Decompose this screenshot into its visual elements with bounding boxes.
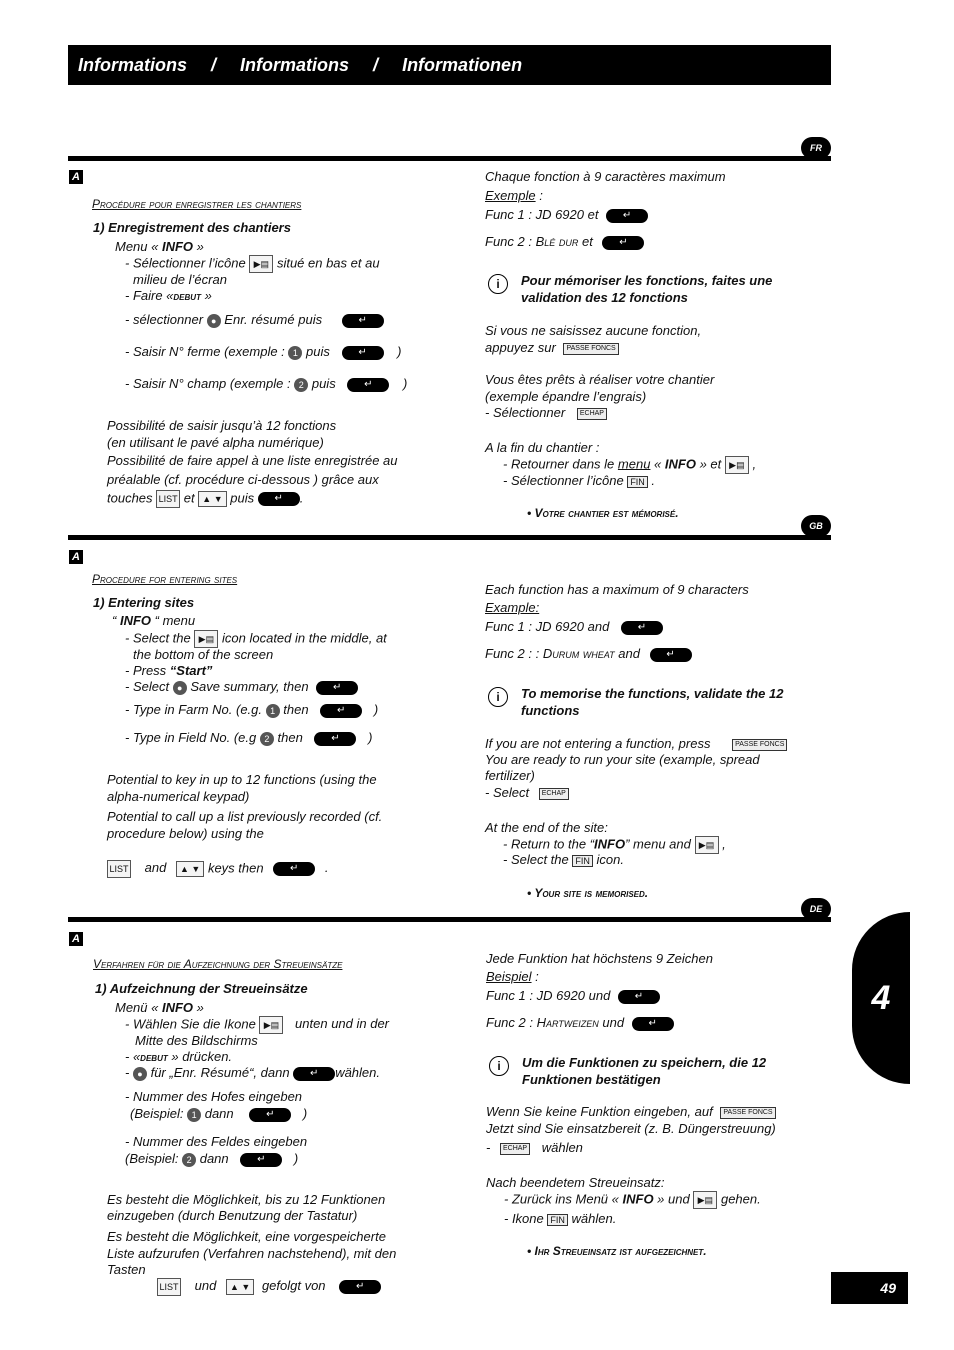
section-divider [68,156,831,161]
de-para-1: Es besteht die Möglichkeit, bis zu 12 Funktionen [107,1192,386,1207]
de-done: • Ihr Streueinsatz ist aufgezeichnet. [527,1244,707,1258]
fr-line-4: - sélectionner ● Enr. résumé puis ↵ [125,312,384,328]
header-title-gb: Informations [240,54,350,75]
menu-icon: ▶▤ [194,630,218,648]
fr-para-4: préalable (cf. procédure ci-dessous ) grâce aux [107,472,379,487]
gb-note-text: To memorise the functions, validate the 12 functions [521,686,784,718]
echap-key-icon: ECHAP [539,788,569,800]
enter-key-icon: ↵ [339,1280,381,1294]
enter-key-icon: ↵ [650,648,692,662]
de-para-3: Es besteht die Möglichkeit, eine vorgespeicherte [107,1229,386,1244]
menu-icon: ▶▤ [249,255,273,273]
de-note-text: Um die Funktionen zu speichern, die 12 Funktionen bestätigen [522,1055,767,1087]
fr-right-6: appuyez sur PASSE FONCS [485,340,619,356]
enter-key-icon: ↵ [618,990,660,1004]
list-key-icon: LIST [157,1278,181,1296]
enter-key-icon: ↵ [602,236,644,250]
de-para-2: einzugeben (durch Benutzung der Tastatur) [107,1208,358,1223]
gb-right-9: At the end of the site: [485,820,608,835]
de-line-8: (Beispiel: 2 dann ↵ ) [125,1151,299,1166]
lang-badge-fr: FR [801,137,831,159]
gb-para-3: Potential to call up a list previously recorded (cf. [107,809,383,824]
fr-para-2: (en utilisant le pavé alpha numérique) [107,435,324,450]
enter-key-icon: ↵ [347,378,389,392]
fr-heading: Procédure pour enregistrer les chantiers [92,197,302,211]
de-right-10: - Ikone FIN wählen. [504,1211,617,1226]
passe-fonct-key-icon: PASSE FONCS [563,343,618,355]
list-key-icon: LIST [156,490,180,508]
enter-key-icon: ↵ [293,1067,335,1081]
fr-line-1: - Sélectionner l’icône ▶▤ situé en bas et au [125,255,380,273]
summary-icon: ● [173,681,187,695]
gb-line-1: - Select the ▶▤ icon located in the middle, at [125,630,387,648]
up-down-keys-icon: ▲ ▼ [176,861,204,877]
fr-right-5: Si vous ne saisissez aucune fonction, [485,323,702,338]
fr-right-10: A la fin du chantier : [485,440,600,455]
de-example-label: Beispiel : [486,969,539,984]
de-right-1: Jede Funktion hat höchstens 9 Zeichen [486,951,713,966]
fin-key-icon: FIN [627,476,648,488]
enter-key-icon: ↵ [342,314,384,328]
gb-line-2: the bottom of the screen [133,647,274,662]
section-label: A [69,932,83,946]
info-icon: i [489,1056,509,1076]
menu-icon: ▶▤ [693,1191,717,1209]
enter-key-icon: ↵ [320,704,362,718]
menu-icon: ▶▤ [725,456,749,474]
fr-line-5: - Saisir N° ferme (exemple : 1 puis ↵ ) [125,344,402,359]
enter-key-icon: ↵ [240,1153,282,1167]
gb-done: • Your site is memorised. [527,886,649,900]
de-right-9: - Zurück ins Menü « INFO » und ▶▤ gehen. [504,1191,761,1209]
lang-badge-gb: GB [801,515,831,537]
fr-example-label: Exemple : [485,188,543,203]
de-line-1: - Wählen Sie die Ikone ▶▤ unten und in der [125,1016,389,1034]
fr-note-text: Pour mémoriser les fonctions, faites une validation des 12 fonctions [521,273,773,305]
de-para-6: LIST und ▲ ▼ gefolgt von ↵ [157,1278,381,1296]
lang-badge-de: DE [801,898,831,920]
fr-para-3: Possibilité de faire appel à une liste enregistrée au [107,453,398,468]
de-line-6: (Beispiel: 1 dann ↵ ) [130,1106,308,1121]
digit-1-icon: 1 [187,1108,201,1122]
fr-right-12: - Sélectionner l’icône FIN . [503,473,656,488]
section-label: A [69,550,83,564]
enter-key-icon: ↵ [258,492,300,506]
up-down-keys-icon: ▲ ▼ [226,1279,254,1295]
gb-example-label: Example: [485,600,540,615]
page-header [68,45,831,85]
gb-heading: Procedure for entering sites [92,572,238,586]
fr-line-2: milieu de l’écran [133,272,227,287]
enter-key-icon: ↵ [621,621,663,635]
de-line-7: - Nummer des Feldes eingeben [125,1134,308,1149]
gb-line-4: - Select ● Save summary, then ↵ [125,679,358,695]
gb-right-8: - Select ECHAP [485,785,569,801]
header-separator: / [211,54,217,75]
up-down-keys-icon: ▲ ▼ [198,491,226,507]
summary-icon: ● [133,1067,147,1081]
de-para-5: Tasten [107,1262,146,1277]
list-key-icon: LIST [107,860,131,878]
enter-key-icon: ↵ [342,346,384,360]
de-right-6: Jetzt sind Sie einsatzbereit (z. B. Düngerstreuung) [486,1121,776,1136]
digit-1-icon: 1 [266,704,280,718]
fr-func-2: Func 2 : Blé dur et ↵ [485,234,644,250]
de-menu-line: Menü « INFO » [115,1000,204,1015]
gb-para-5: LIST and ▲ ▼ keys then ↵ . [107,860,328,878]
digit-1-icon: 1 [288,346,302,360]
de-right-8: Nach beendetem Streueinsatz: [486,1175,665,1190]
gb-line-3: - Press “Start” [125,663,213,678]
gb-para-2: alpha-numerical keypad) [107,789,250,804]
fr-right-1: Chaque fonction à 9 caractères maximum [485,169,726,184]
gb-right-11: - Select the FIN icon. [503,852,624,867]
header-title-fr: Informations [78,54,188,75]
fr-done: • Votre chantier est mémorisé. [527,506,679,520]
header-separator: / [373,54,379,75]
section-label: A [69,170,83,184]
gb-right-7: fertilizer) [485,768,535,783]
de-step-title: 1) Aufzeichnung der Streueinsätze [95,981,308,996]
fr-step-title: 1) Enregistrement des chantiers [93,220,291,235]
summary-icon: ● [207,314,221,328]
gb-line-5: - Type in Farm No. (e.g. 1 then ↵ ) [125,702,379,717]
fr-menu-line: Menu « INFO » [115,239,204,254]
echap-key-icon: ECHAP [500,1143,530,1155]
header-title-de: Informationen [402,54,523,75]
de-line-3: - «debut » drücken. [125,1049,233,1064]
gb-menu-line: “ INFO “ menu [112,613,196,628]
info-icon: i [488,274,508,294]
passe-fonct-key-icon: PASSE FONCS [720,1107,775,1119]
enter-key-icon: ↵ [249,1108,291,1122]
menu-icon: ▶▤ [259,1016,283,1034]
gb-line-6: - Type in Field No. (e.g 2 then ↵ ) [125,730,373,745]
fr-func-1: Func 1 : JD 6920 et ↵ [485,207,648,223]
gb-func-1: Func 1 : JD 6920 and ↵ [485,619,663,635]
enter-key-icon: ↵ [273,862,315,876]
enter-key-icon: ↵ [316,681,358,695]
section-divider [68,917,831,922]
page-number: 49 [831,1272,908,1304]
enter-key-icon: ↵ [314,732,356,746]
fr-right-8: (exemple épandre l’engrais) [485,389,647,404]
fr-para-1: Possibilité de saisir jusqu’à 12 fonctions [107,418,337,433]
gb-para-1: Potential to key in up to 12 functions (using the [107,772,377,787]
fr-para-5: touches LIST et ▲ ▼ puis ↵ . [107,490,303,508]
digit-2-icon: 2 [260,732,274,746]
gb-right-6: You are ready to run your site (example, spread [485,752,760,767]
fr-right-11: - Retourner dans le menu « INFO » et ▶▤ , [503,456,756,474]
fin-key-icon: FIN [572,855,593,867]
digit-2-icon: 2 [182,1153,196,1167]
de-line-2: Mitte des Bildschirms [135,1033,258,1048]
echap-key-icon: ECHAP [577,408,607,420]
de-right-5: Wenn Sie keine Funktion eingeben, auf PASSE FONCS [486,1104,776,1120]
enter-key-icon: ↵ [632,1017,674,1031]
fr-line-3: - Faire «debut » [125,288,212,303]
digit-2-icon: 2 [294,378,308,392]
de-para-4: Liste aufzurufen (Verfahren nachstehend), mit den [107,1246,397,1261]
gb-right-1: Each function has a maximum of 9 characters [485,582,749,597]
passe-fonct-key-icon: PASSE FONCS [732,739,787,751]
gb-para-4: procedure below) using the [107,826,264,841]
de-func-1: Func 1 : JD 6920 und ↵ [486,988,660,1004]
gb-step-title: 1) Entering sites [93,595,195,610]
gb-right-5: If you are not entering a function, press PASSE FONCS [485,736,787,752]
de-func-2: Func 2 : Hartweizen und ↵ [486,1015,674,1031]
fr-line-6: - Saisir N° champ (exemple : 2 puis ↵ ) [125,376,408,391]
chapter-tab: 4 [852,912,910,1084]
section-divider [68,535,831,540]
fin-key-icon: FIN [547,1214,568,1226]
gb-right-10: - Return to the “INFO” menu and ▶▤ , [503,836,726,854]
enter-key-icon: ↵ [606,209,648,223]
de-line-4: - ● für „Enr. Résumé“, dann ↵ wählen. [125,1065,380,1080]
de-right-7: - ECHAP wählen [486,1140,583,1155]
gb-func-2: Func 2 : : Durum wheat and ↵ [485,646,692,662]
info-icon: i [488,687,508,707]
menu-icon: ▶▤ [695,836,719,854]
fr-right-7: Vous êtes prêts à réaliser votre chantier [485,372,715,387]
de-heading: Verfahren für die Aufzeichnung der Streueinsätze [93,957,343,971]
fr-right-9: - Sélectionner ECHAP [485,405,607,421]
de-line-5: - Nummer des Hofes eingeben [125,1089,303,1104]
